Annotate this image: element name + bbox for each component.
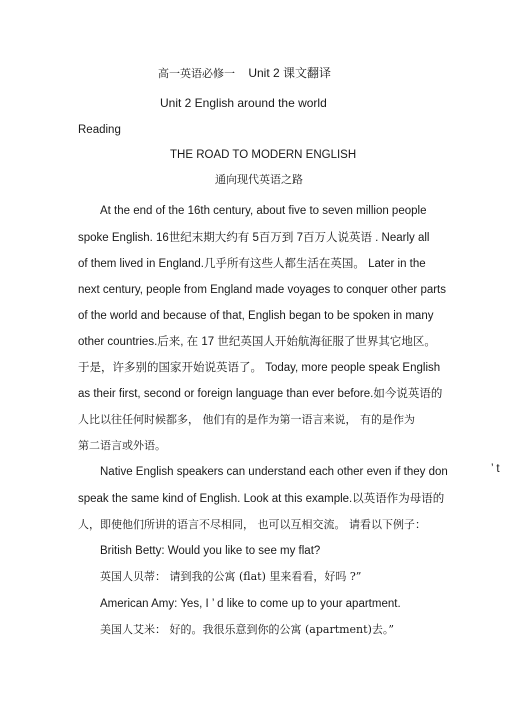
paragraph-2-line-1: Native English speakers can understand each other even if they don bbox=[100, 466, 448, 478]
paragraph-2-apostrophe: ’ t bbox=[491, 463, 500, 475]
reading-heading-chinese: 通向现代英语之路 bbox=[215, 173, 303, 186]
dialogue-line-1: British Betty: Would you like to see my flat? bbox=[100, 545, 321, 557]
paragraph-1-line-5: of the world and because of that, English began to be spoken in many bbox=[78, 310, 434, 322]
paragraph-1-line-8: as their first, second or foreign language than ever before.如今说英语的 bbox=[78, 388, 443, 400]
dialogue-line-4: 美国人艾米： 好的。我很乐意到你的公寓 (apartment)去。” bbox=[100, 623, 394, 636]
paragraph-2-line-2: speak the same kind of English. Look at this example.以英语作为母语的 bbox=[78, 493, 445, 505]
document-title bbox=[158, 66, 331, 81]
section-label: Reading bbox=[78, 124, 121, 136]
paragraph-1-line-9: 人比以往任何时候都多， 他们有的是作为第一语言来说， 有的是作为 bbox=[78, 413, 415, 426]
dialogue-line-2: 英国人贝蒂： 请到我的公寓 (flat) 里来看看，好吗 ?” bbox=[100, 570, 362, 583]
paragraph-1-line-3: of them lived in England.几乎所有这些人都生活在英国。 Later in the bbox=[78, 258, 426, 270]
title-chinese: 高一英语必修一 bbox=[158, 67, 235, 80]
unit-subtitle: Unit 2 English around the world bbox=[160, 96, 327, 110]
paragraph-1-line-10: 第二语言或外语。 bbox=[78, 439, 166, 452]
paragraph-1-line-1: At the end of the 16th century, about five to seven million people bbox=[100, 205, 427, 217]
paragraph-1-line-7: 于是，许多别的国家开始说英语了。 Today, more people speak English bbox=[78, 362, 441, 374]
reading-heading: THE ROAD TO MODERN ENGLISH bbox=[170, 149, 357, 161]
paragraph-1-line-4: next century, people from England made voyages to conquer other parts bbox=[78, 284, 447, 296]
paragraph-2-line-3: 人，即使他们所讲的语言不尽相同， 也可以互相交流。 请看以下例子： bbox=[78, 518, 426, 531]
paragraph-1-line-6: other countries.后来, 在 17 世纪英国人开始航海征服了世界其它地区。 bbox=[78, 336, 436, 348]
title-unit: Unit 2 课文翻译 bbox=[248, 66, 332, 80]
paragraph-1-line-2: spoke English. 16世纪末期大约有 5百万到 7百万人说英语 . Nearly all bbox=[78, 232, 430, 244]
dialogue-line-3: American Amy: Yes, I ’ d like to come up to your apartment. bbox=[100, 598, 401, 610]
